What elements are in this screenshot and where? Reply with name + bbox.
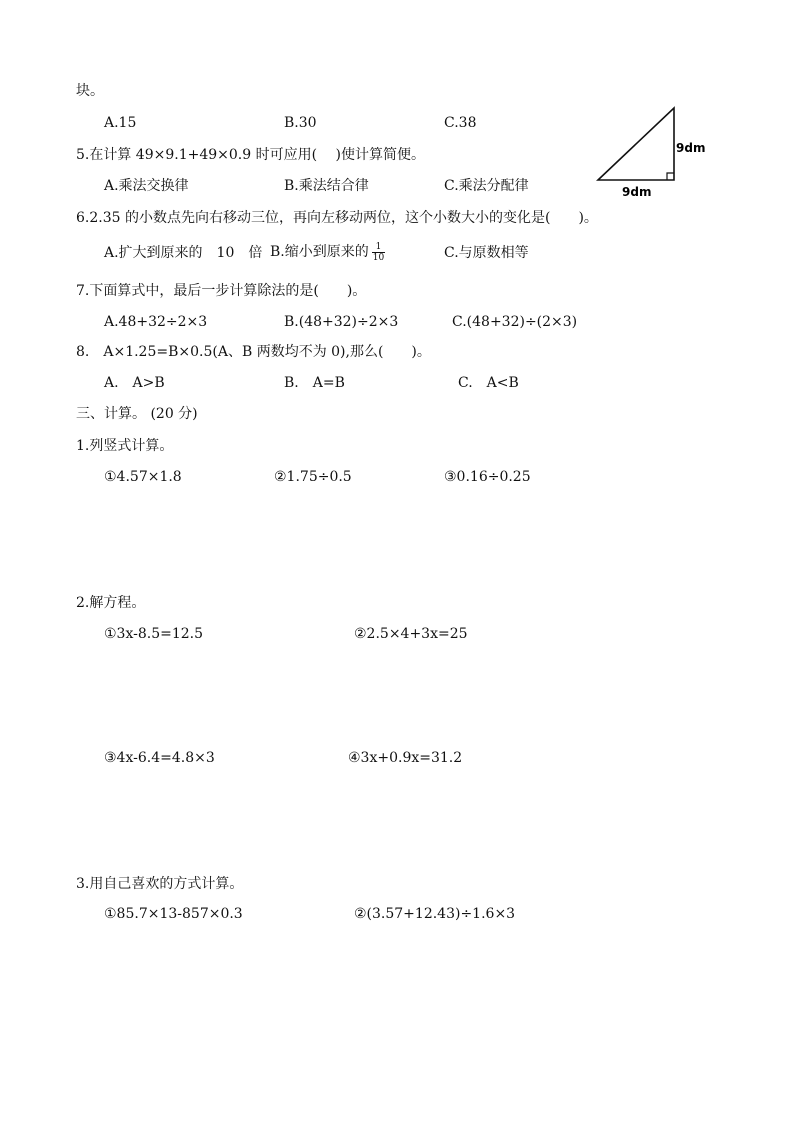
calc2-title: 2.解方程。 bbox=[76, 595, 146, 611]
q6-option-c: C.与原数相等 bbox=[444, 245, 529, 261]
q6-option-b bbox=[270, 238, 388, 266]
calc1-item-1: ①4.57×1.8 bbox=[104, 469, 182, 485]
q6-stem: 6.2.35 的小数点先向右移动三位，再向左移动两位，这个小数大小的变化是( )。 bbox=[76, 210, 598, 226]
q8-option-c: C. A<B bbox=[458, 375, 519, 391]
q4-option-b: B.30 bbox=[284, 115, 317, 131]
q4-tail-text: 块。 bbox=[76, 83, 104, 99]
q8-option-a: A. A>B bbox=[104, 375, 165, 391]
calc2-item-4: ④3x+0.9x=31.2 bbox=[348, 750, 463, 766]
q6-option-b-text: B.缩小到原来的 bbox=[270, 244, 369, 260]
calc3-title: 3.用自己喜欢的方式计算。 bbox=[76, 876, 244, 892]
fraction-numerator: 1 bbox=[372, 242, 385, 253]
q7-option-a: A.48+32÷2×3 bbox=[104, 314, 208, 330]
q5-option-a: A.乘法交换律 bbox=[104, 178, 189, 194]
q4-option-c: C.38 bbox=[444, 115, 477, 131]
q5-option-b: B.乘法结合律 bbox=[284, 178, 369, 194]
triangle-base-label: 9dm bbox=[622, 185, 652, 199]
calc3-item-1: ①85.7×13-857×0.3 bbox=[104, 906, 243, 922]
right-angle-mark bbox=[667, 173, 674, 180]
calc2-item-1: ①3x-8.5=12.5 bbox=[104, 626, 204, 642]
right-triangle-figure bbox=[592, 104, 712, 204]
q4-option-a: A.15 bbox=[104, 115, 137, 131]
calc1-item-2: ②1.75÷0.5 bbox=[274, 469, 352, 485]
fraction-denominator: 10 bbox=[372, 252, 385, 263]
calc1-item-3: ③0.16÷0.25 bbox=[444, 469, 531, 485]
q7-option-b: B.(48+32)÷2×3 bbox=[284, 314, 399, 330]
section3-heading: 三、计算。 (20 分) bbox=[76, 406, 198, 422]
q8-option-b: B. A=B bbox=[284, 375, 345, 391]
calc2-item-3: ③4x-6.4=4.8×3 bbox=[104, 750, 215, 766]
calc2-item-2: ②2.5×4+3x=25 bbox=[354, 626, 468, 642]
q7-option-c: C.(48+32)÷(2×3) bbox=[452, 314, 578, 330]
triangle-shape bbox=[598, 108, 674, 180]
q6-option-a: A.扩大到原来的 10 倍 bbox=[104, 245, 263, 261]
calc1-title: 1.列竖式计算。 bbox=[76, 438, 174, 454]
q5-stem: 5.在计算 49×9.1+49×0.9 时可应用( )使计算简便。 bbox=[76, 147, 425, 163]
calc3-item-2: ②(3.57+12.43)÷1.6×3 bbox=[354, 906, 516, 922]
q8-stem: 8. A×1.25=B×0.5(A、B 两数均不为 0),那么( )。 bbox=[76, 344, 431, 360]
fraction bbox=[372, 242, 385, 263]
triangle-side-label: 9dm bbox=[676, 141, 706, 155]
q7-stem: 7.下面算式中，最后一步计算除法的是( )。 bbox=[76, 283, 367, 299]
q5-option-c: C.乘法分配律 bbox=[444, 178, 529, 194]
